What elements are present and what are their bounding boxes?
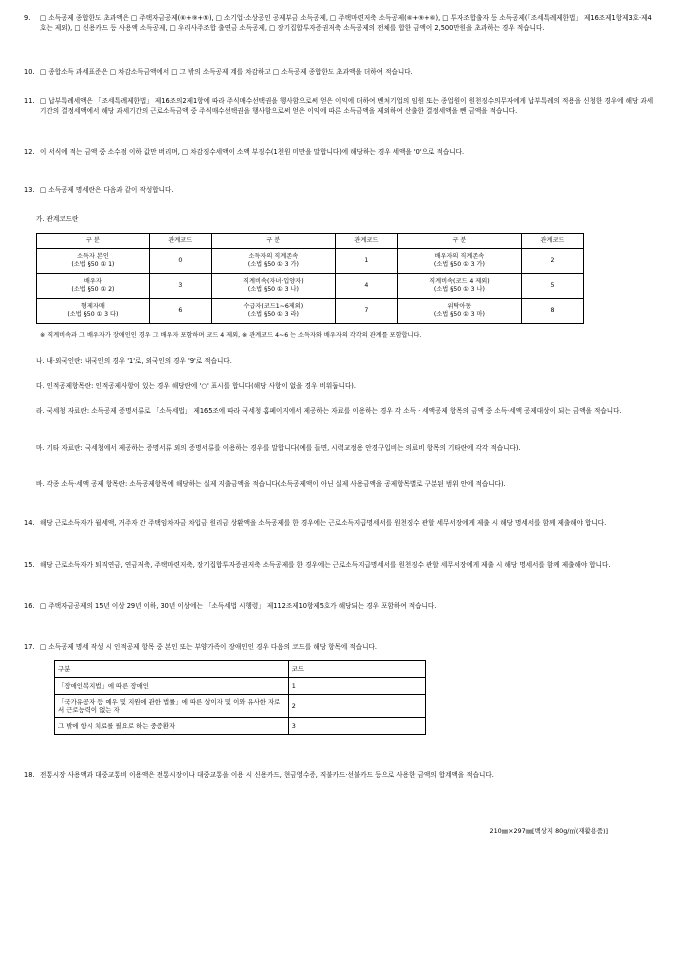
table-cell: 2	[288, 695, 425, 718]
table-cell: 3	[149, 274, 211, 299]
table-cell: 소득자 본인 (소법 §50 ① 1)	[37, 249, 150, 274]
column-header: 관계코드	[335, 234, 397, 249]
item-number: 9.	[24, 14, 31, 22]
table-cell: 3	[288, 718, 425, 735]
item-text: □ 종합소득 과세표준은 □ 차감소득금액에서 □ 그 밖의 소득공제 계를 차감하고 □ 소득공제 종합한도 초과액을 더하여 적습니다.	[40, 68, 413, 76]
table-cell: 「국가유공자 등 예우 및 지원에 관한 법률」에 따른 상이자 및 이와 유사한 자로서 근로능력이 없는 자	[55, 695, 289, 718]
table-cell: 1	[288, 678, 425, 695]
relation-code-table	[36, 233, 584, 324]
item-text: 해당 근로소득자가 퇴직연금, 연금저축, 주택마련저축, 장기집합투자증권저축 소득공제를 한 경우에는 근로소득지급명세서를 원천징수 관할 세무서장에게 제출 시 해당 명세서를 함께 제출해야 합니다.	[40, 561, 611, 569]
sub-na: 나. 내·외국인란: 내국인의 경우 '1'로, 외국인의 경우 '9'로 적습니다.	[36, 357, 232, 365]
item-text: □ 소득공제 명세란은 다음과 같이 작성합니다.	[40, 186, 174, 194]
table-cell: 7	[335, 299, 397, 324]
item-number: 14.	[24, 519, 35, 527]
table-cell: 8	[521, 299, 583, 324]
item-number: 17.	[24, 643, 35, 651]
table-cell: 2	[521, 249, 583, 274]
table-cell: 「장애인복지법」에 따른 장애인	[55, 678, 289, 695]
item-9	[24, 13, 656, 33]
table-cell: 6	[149, 299, 211, 324]
relation-table-note: ※ 직계비속과 그 배우자가 장애인인 경우 그 배우자 포함하며 코드 4 제외, ※ 관계코드 4~6 는 소득자와 배우자의 각각의 관계를 포함합니다.	[40, 332, 422, 339]
table-cell: 위탁아동 (소법 §50 ① 3 마)	[397, 299, 521, 324]
table-cell: 직계비속(코드 4 제외) (소법 §50 ① 3 나)	[397, 274, 521, 299]
item-number: 12.	[24, 148, 35, 156]
disability-code-table	[54, 660, 426, 735]
table-cell: 배우자 (소법 §50 ① 2)	[37, 274, 150, 299]
item-text: 전통시장 사용액과 대중교통비 이용액은 전통시장이나 대중교통을 이용 시 신용카드, 현금영수증, 직불카드·선불카드 등으로 사용한 금액의 합계액을 적습니다.	[40, 771, 494, 779]
item-number: 10.	[24, 68, 35, 76]
table-row	[55, 695, 426, 718]
item-17	[24, 642, 656, 652]
item-number: 13.	[24, 186, 35, 194]
paper-spec-footer: 210㎜×297㎜[백상지 80g/㎡(재활용품)]	[489, 827, 608, 835]
item-14	[24, 518, 656, 528]
table-row	[55, 718, 426, 735]
item-number: 15.	[24, 561, 35, 569]
column-header: 구 분	[37, 234, 150, 249]
item-10	[24, 67, 656, 77]
sub-ra: 라. 국세청 자료란: 소득공제 증명서류로 「소득세법」 제165조에 따라 국세청 홈페이지에서 제공하는 자료를 이용하는 경우 각 소득 · 세액공제 항목의 금액 중 소득·세액 공제대상이 되는 금액을 적습니다.	[36, 407, 622, 415]
sub-ma: 마. 기타 자료란: 국세청에서 제공하는 증명서류 외의 증명서류를 이용하는 경우를 말합니다(예를 들면, 시력교정용 안경구입비는 의료비 항목의 기타란에 각각 적습니다).	[36, 444, 521, 452]
item-text: □ 소득공제 종합한도 초과액은 □ 주택자금공제(⑥+⑨+⑤), □ 소기업·소상공인 공제부금 소득공제, □ 주택마련저축 소득공제(⑥+⑨+⑥), □ 투자조합출자 등 소득공제(「조세특례제한법」 제16조제1항제3호·제4호는 제외), □ 신용카드 등 사용액 소득공제, □ 우리사주조합 출연금 소득공제, □ 장기집합투자증권저축 소득공제의 전체를 합한 금액이 2,500만원을 초과하는 경우 적습니다.	[40, 14, 652, 32]
item-number: 11.	[24, 97, 35, 105]
sub-da: 다. 인적공제항목란: 인적공제사항이 있는 경우 해당란에 '○' 표시를 합니다(해당 사항이 없을 경우 비워둡니다).	[36, 382, 356, 390]
item-text: □ 납부특례세액은 「조세특례제한법」 제16조의2제1항에 따라 주식매수선택권을 행사함으로써 얻은 이익에 더하여 벤처기업의 임원 또는 종업원이 원천징수의무자에게 납부특례의 적용을 신청한 경우에 해당 과세기간의 결정세액에서 해당 과세기간의 근로소득금액 중 주식매수선택권을 행사함으로써 얻은 이익에 따른 소득금액을 제외하여 산출한 결정세액을 뺀 금액을 적습니다.	[40, 97, 654, 115]
sub-ga: 가. 관계코드란	[36, 215, 79, 223]
item-number: 18.	[24, 771, 35, 779]
table-header-row	[55, 661, 426, 678]
table-row	[37, 274, 584, 299]
column-header: 코드	[288, 661, 425, 678]
table-cell: 5	[521, 274, 583, 299]
table-cell: 직계비속(자녀·입양자) (소법 §50 ① 3 나)	[211, 274, 335, 299]
table-row	[55, 678, 426, 695]
column-header: 관계코드	[521, 234, 583, 249]
item-12	[24, 147, 656, 157]
item-text: □ 소득공제 명세 작성 시 인적공제 항목 중 본인 또는 부양가족이 장애인인 경우 다음의 코드를 해당 항목에 적습니다.	[40, 643, 377, 651]
table-cell: 수급자(코드1~6제외) (소법 §50 ① 3 라)	[211, 299, 335, 324]
table-header-row	[37, 234, 584, 249]
table-row	[37, 249, 584, 274]
item-text: 해당 근로소득자가 월세액, 거주자 간 주택임차자금 차입금 원리금 상환액을 소득공제를 한 경우에는 근로소득지급명세서를 원천징수 관할 세무서장에게 제출 시 해당 명세서를 함께 제출해야 합니다.	[40, 519, 607, 527]
item-text: 이 서식에 적는 금액 중 소수점 이하 값만 버리며, □ 차감징수세액이 소액 부징수(1천원 미만을 말합니다)에 해당하는 경우 세액을 '0'으로 적습니다.	[40, 148, 465, 156]
item-text: □ 주택자금공제의 15년 이상 29년 이하, 30년 이상에는 「소득세법 시행령」 제112조제10항제5호가 해당되는 경우 포함하여 적습니다.	[40, 602, 437, 610]
item-number: 16.	[24, 602, 35, 610]
item-15	[24, 560, 656, 570]
table-cell: 4	[335, 274, 397, 299]
table-row	[37, 299, 584, 324]
table-cell: 배우자의 직계존속 (소법 §50 ① 3 가)	[397, 249, 521, 274]
sub-ba: 바. 각종 소득·세액 공제 항목란: 소득공제항목에 해당하는 실제 지출금액을 적습니다(소득공제액이 아닌 실제 사용금액을 공제항목별로 구분된 범위 안에 적습니다).	[36, 480, 506, 488]
column-header: 관계코드	[149, 234, 211, 249]
item-16	[24, 601, 656, 611]
item-11	[24, 96, 656, 116]
table-cell: 1	[335, 249, 397, 274]
table-cell: 형제자매 (소법 §50 ① 3 다)	[37, 299, 150, 324]
item-18	[24, 770, 656, 780]
table-cell: 소득자의 직계존속 (소법 §50 ① 3 가)	[211, 249, 335, 274]
table-cell: 그 밖에 항시 치료를 필요로 하는 중증환자	[55, 718, 289, 735]
column-header: 구분	[55, 661, 289, 678]
table-cell: 0	[149, 249, 211, 274]
column-header: 구 분	[211, 234, 335, 249]
column-header: 구 분	[397, 234, 521, 249]
item-13	[24, 185, 656, 195]
